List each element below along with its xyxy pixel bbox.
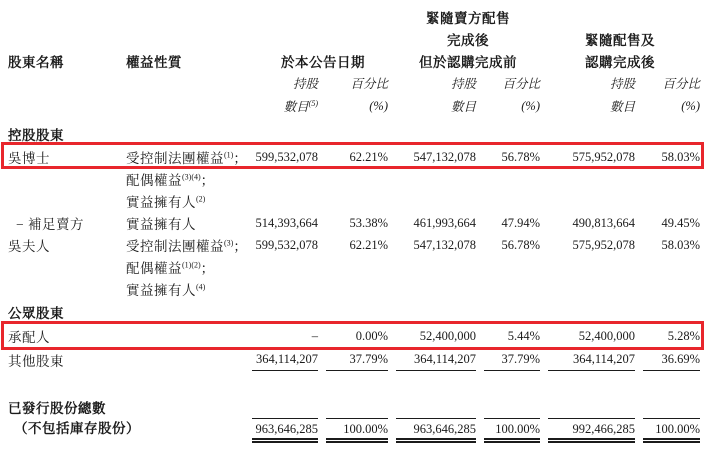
subheader-shares-1: 持股	[292, 77, 318, 91]
total-pct-after-subscription: 100.00%	[643, 418, 700, 443]
pct-after-placing: 37.79%	[484, 349, 540, 371]
shareholding-table	[8, 6, 700, 443]
subheader-shares-2: 持股	[450, 77, 476, 91]
total-excluding-treasury-label: （不包括庫存股份）	[14, 421, 140, 436]
shares-after-subscription: 575,952,078	[572, 149, 635, 164]
nature-of-interest: 配偶權益$^{(1)(2)}$；	[126, 260, 215, 276]
header-row-1	[8, 6, 700, 28]
shareholder-name: 吳博士	[8, 151, 50, 166]
section-title: 公眾股東	[8, 306, 64, 321]
table-row-mrs-wu-nature-2	[8, 256, 700, 278]
header-row-2	[8, 28, 700, 50]
pct-after-placing: 56.78%	[501, 149, 540, 164]
shares-after-subscription: 52,400,000	[578, 328, 635, 343]
nature-of-interest: 受控制法團權益$^{(3)}$；	[126, 238, 248, 254]
table-row-other-shareholders	[8, 348, 700, 371]
group-header-after-placing-line1: 緊隨賣方配售	[426, 11, 510, 26]
pct-at-announcement: 37.79%	[326, 349, 388, 371]
subheader-pct-3: 百分比	[662, 77, 700, 91]
header-row-4	[8, 72, 700, 94]
highlight-box-placees-row	[1, 321, 704, 350]
shares-after-placing: 52,400,000	[419, 328, 476, 343]
total-pct-at-announcement: 100.00%	[326, 418, 388, 443]
pct-after-subscription: 58.03%	[661, 237, 700, 252]
shares-after-placing: 547,132,078	[413, 149, 476, 164]
table-row-dr-wu-nature-2	[8, 168, 700, 190]
footnote-5: (5)	[308, 98, 318, 108]
shares-after-subscription: 490,813,664	[572, 215, 635, 230]
table-row-dr-wu-nature-3	[8, 190, 700, 212]
pct-after-subscription: 36.69%	[643, 349, 700, 371]
subheader-pct-unit-3: (%)	[681, 98, 700, 113]
shares-at-announcement: 599,532,078	[255, 149, 318, 164]
pct-after-subscription: 49.45%	[661, 215, 700, 230]
total-shares-after-placing: 963,646,285	[396, 418, 476, 443]
subheader-shares-number-1: 數目$^{(5)}$	[283, 98, 318, 114]
header-row-3	[8, 50, 700, 72]
shares-after-placing: 461,993,664	[413, 215, 476, 230]
subheader-shares-3: 持股	[609, 77, 635, 91]
shares-after-placing: 547,132,078	[413, 237, 476, 252]
nature-of-interest: 實益擁有人$^{(4)}$	[126, 282, 206, 298]
pct-at-announcement: 62.21%	[349, 149, 388, 164]
shares-at-announcement: 514,393,664	[255, 215, 318, 230]
nature-of-interest: 實益擁有人	[126, 217, 196, 232]
pct-after-placing: 5.44%	[507, 328, 540, 343]
group-header-announcement: 於本公告日期	[281, 55, 365, 70]
col-header-shareholder: 股東名稱	[8, 55, 64, 70]
shareholder-name: 其他股東	[8, 353, 64, 369]
subheader-pct-unit-1: (%)	[369, 98, 388, 113]
group-header-after-placing-line3: 但於認購完成前	[419, 55, 517, 70]
header-row-5	[8, 94, 700, 118]
nature-of-interest: 受控制法團權益$^{(1)}$；	[126, 150, 248, 166]
subheader-pct-2: 百分比	[502, 77, 540, 91]
pct-at-announcement: 0.00%	[355, 328, 388, 343]
group-header-after-subscription-line1: 緊隨配售及	[585, 33, 655, 48]
pct-after-placing: 56.78%	[501, 237, 540, 252]
col-header-nature: 權益性質	[126, 55, 182, 70]
pct-at-announcement: 53.38%	[349, 215, 388, 230]
subheader-shares-number-2: 數目	[450, 100, 476, 114]
table-row-topup-vendor	[8, 212, 700, 234]
shares-after-subscription: 364,114,207	[548, 349, 635, 371]
shares-after-subscription: 575,952,078	[572, 237, 635, 252]
total-shares-at-announcement: 963,646,285	[252, 418, 318, 443]
section-title: 控股股東	[8, 128, 64, 143]
total-pct-after-placing: 100.00%	[484, 418, 540, 443]
table-row-mrs-wu-nature-3	[8, 278, 700, 300]
shareholder-name: 吳夫人	[8, 239, 50, 254]
pct-at-announcement: 62.21%	[349, 237, 388, 252]
shareholder-name: 承配人	[8, 330, 50, 345]
total-issued-shares-title: 已發行股份總數	[8, 401, 106, 416]
total-shares-after-subscription: 992,466,285	[548, 418, 635, 443]
pct-after-placing: 47.94%	[501, 215, 540, 230]
group-header-after-subscription-line2: 認購完成後	[585, 55, 655, 70]
table-row-mrs-wu	[8, 234, 700, 256]
shareholder-name: − 補足賣方	[16, 217, 84, 232]
group-header-after-placing-line2: 完成後	[447, 33, 489, 48]
pct-after-subscription: 58.03%	[661, 149, 700, 164]
subheader-shares-number-3: 數目	[609, 100, 635, 114]
highlight-box-dr-wu-row	[1, 142, 704, 169]
shares-at-announcement: –	[311, 328, 318, 343]
subheader-pct-1: 百分比	[350, 77, 388, 91]
spacer-row	[8, 371, 700, 397]
table-row-total-title	[8, 397, 700, 417]
nature-of-interest: 配偶權益$^{(3)(4)}$；	[126, 172, 215, 188]
pct-after-subscription: 5.28%	[667, 328, 700, 343]
table-row-total-values	[8, 417, 700, 443]
shares-at-announcement: 364,114,207	[252, 349, 318, 371]
shares-at-announcement: 599,532,078	[255, 237, 318, 252]
nature-of-interest: 實益擁有人$^{(2)}$	[126, 194, 206, 210]
shares-after-placing: 364,114,207	[396, 349, 476, 371]
subheader-pct-unit-2: (%)	[521, 98, 540, 113]
